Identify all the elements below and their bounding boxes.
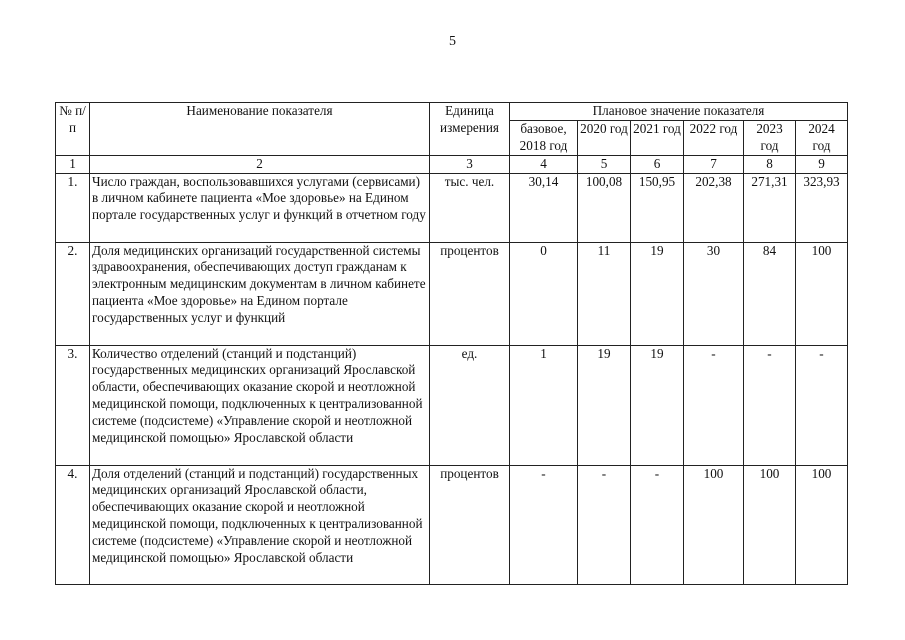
header-row-1: [56, 103, 848, 121]
row-number: 4.: [56, 465, 90, 584]
row-value: 323,93: [796, 173, 848, 242]
row-unit: процентов: [430, 465, 510, 584]
table-row: [56, 345, 848, 465]
row-value: 100: [796, 465, 848, 584]
row-value: 1: [510, 345, 578, 465]
row-value: 271,31: [744, 173, 796, 242]
row-value: -: [631, 465, 684, 584]
header-year: 2021 год: [631, 120, 684, 155]
row-number: 2.: [56, 242, 90, 345]
row-value: -: [510, 465, 578, 584]
row-number: 3.: [56, 345, 90, 465]
header-unit: Единица измерения: [430, 103, 510, 156]
row-indicator-name: Доля отделений (станций и подстанций) государственных медицинских организаций Ярославской области, обеспечивающих оказание скорой и неотложной медицинской помощи, подключенных к централизованной системе (подсистеме) «Управление скорой и неотложной медицинской помощью» Ярославской области: [90, 465, 430, 584]
row-number: 1.: [56, 173, 90, 242]
row-value: -: [796, 345, 848, 465]
row-value: -: [578, 465, 631, 584]
row-value: -: [684, 345, 744, 465]
column-index: 4: [510, 155, 578, 173]
row-value: 100: [796, 242, 848, 345]
table-row: [56, 173, 848, 242]
column-index-row: [56, 155, 848, 173]
column-index: 7: [684, 155, 744, 173]
row-indicator-name: Число граждан, воспользовавшихся услугами (сервисами) в личном кабинете пациента «Мое здоровье» на Едином портале государственных услуг и функций в отчетном году: [90, 173, 430, 242]
header-year: 2022 год: [684, 120, 744, 155]
header-year: базовое, 2018 год: [510, 120, 578, 155]
table-row: [56, 465, 848, 584]
column-index: 6: [631, 155, 684, 173]
page-number: 5: [449, 34, 456, 49]
indicators-table: [55, 102, 848, 585]
row-indicator-name: Доля медицинских организаций государственной системы здравоохранения, обеспечивающих доступ гражданам к электронным медицинским документам в личном кабинете пациента «Мое здоровье» на Едином портале государственных услуг и функций: [90, 242, 430, 345]
row-value: 0: [510, 242, 578, 345]
row-value: 100: [684, 465, 744, 584]
header-num: № п/п: [56, 103, 90, 156]
column-index: 9: [796, 155, 848, 173]
row-value: 11: [578, 242, 631, 345]
header-name: Наименование показателя: [90, 103, 430, 156]
row-value: 202,38: [684, 173, 744, 242]
row-value: 30: [684, 242, 744, 345]
row-value: 30,14: [510, 173, 578, 242]
column-index: 3: [430, 155, 510, 173]
row-value: 150,95: [631, 173, 684, 242]
column-index: 5: [578, 155, 631, 173]
header-year: 2024 год: [796, 120, 848, 155]
row-unit: процентов: [430, 242, 510, 345]
header-year: 2023 год: [744, 120, 796, 155]
row-unit: ед.: [430, 345, 510, 465]
table-row: [56, 242, 848, 345]
row-value: 100: [744, 465, 796, 584]
row-value: -: [744, 345, 796, 465]
row-indicator-name: Количество отделений (станций и подстанций) государственных медицинских организаций Ярославской области, обеспечивающих оказание скорой и неотложной медицинской помощи, подключенных к централизованной системе (подсистеме) «Управление скорой и неотложной медицинской помощью» Ярославской области: [90, 345, 430, 465]
row-value: 19: [631, 242, 684, 345]
row-value: 19: [578, 345, 631, 465]
column-index: 2: [90, 155, 430, 173]
column-index: 1: [56, 155, 90, 173]
row-value: 100,08: [578, 173, 631, 242]
header-year: 2020 год: [578, 120, 631, 155]
header-plan-group: Плановое значение показателя: [510, 103, 848, 121]
row-value: 19: [631, 345, 684, 465]
row-value: 84: [744, 242, 796, 345]
column-index: 8: [744, 155, 796, 173]
row-unit: тыс. чел.: [430, 173, 510, 242]
